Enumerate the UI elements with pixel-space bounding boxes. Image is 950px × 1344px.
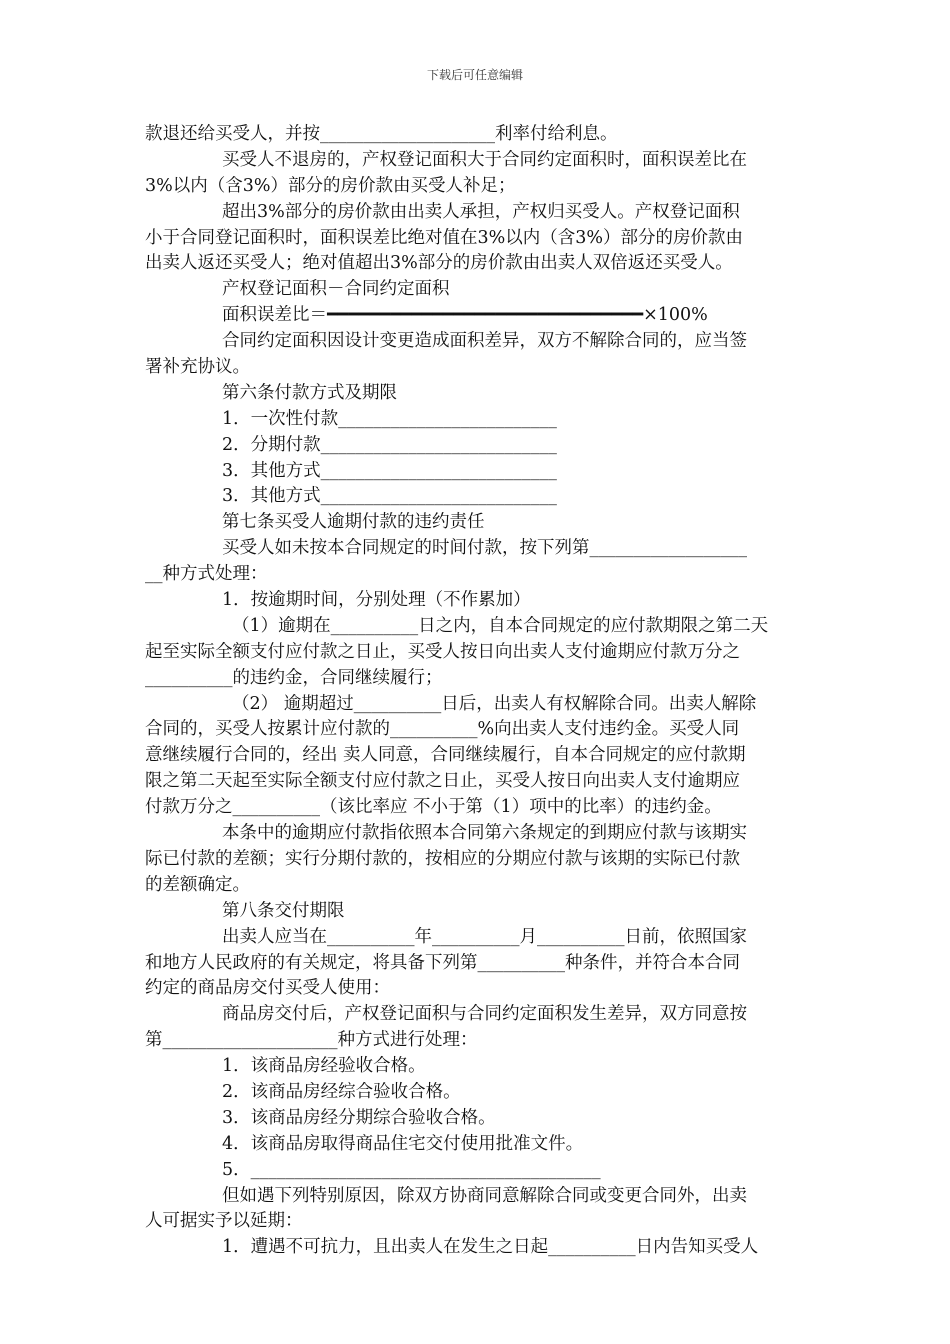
- text-line: 3．其他方式___________________________: [222, 486, 557, 507]
- text-line: 买受人如未按本合同规定的时间付款，按下列第__________________: [222, 538, 747, 559]
- text-line: 出卖人应当在__________年__________月__________日前，依照国家: [222, 926, 747, 947]
- text-line: 款退还给买受人，并按____________________利率付给利息。: [145, 124, 618, 144]
- text-line: 合同约定面积因设计变更造成面积差异，双方不解除合同的，应当签: [222, 331, 747, 352]
- text-line: 际已付款的差额；实行分期付款的，按相应的分期应付款与该期的实际已付款: [145, 848, 740, 869]
- text-line: 5．________________________________________: [222, 1159, 601, 1180]
- document-body: [145, 122, 810, 1261]
- text-line: 1．遭遇不可抗力，且出卖人在发生之日起__________日内告知买受人: [222, 1237, 759, 1258]
- text-line: 限之第二天起至实际全额支付应付款之日止，买受人按日向出卖人支付逾期应: [145, 771, 740, 792]
- text-line: 第六条付款方式及期限: [222, 382, 397, 403]
- text-line: 人可据实予以延期：: [145, 1211, 303, 1232]
- text-line: 3．其他方式___________________________: [222, 460, 557, 481]
- text-line: 小于合同登记面积时，面积误差比绝对值在3%以内（含3%）部分的房价款由: [145, 227, 744, 248]
- text-line: 第八条交付期限: [222, 900, 345, 921]
- text-line: 约定的商品房交付买受人使用：: [145, 978, 390, 999]
- text-line: 商品房交付后，产权登记面积与合同约定面积发生差异，双方同意按: [222, 1004, 747, 1025]
- text-line: 的差额确定。: [145, 874, 250, 895]
- text-line: 第____________________种方式进行处理：: [145, 1030, 478, 1051]
- text-line: 1．一次性付款_________________________: [222, 408, 557, 429]
- text-line: __________的违约金，合同继续履行；: [145, 667, 443, 688]
- text-line: 本条中的逾期应付款指依照本合同第六条规定的到期应付款与该期实: [222, 823, 747, 844]
- text-line: 1．该商品房经验收合格。: [222, 1056, 426, 1077]
- text-line: 出卖人返还买受人；绝对值超出3%部分的房价款由出卖人双倍返还买受人。: [145, 253, 733, 274]
- text-line: 但如遇下列特别原因，除双方协商同意解除合同或变更合同外，出卖: [222, 1185, 747, 1206]
- text-line: 意继续履行合同的，经出 卖人同意，合同继续履行，自本合同规定的应付款期: [145, 745, 746, 766]
- text-line: 合同的，买受人按累计应付款的__________%向出卖人支付违约金。买受人同: [145, 719, 740, 740]
- text-line: 2．分期付款___________________________: [222, 434, 557, 455]
- text-line: 第七条买受人逾期付款的违约责任: [222, 512, 485, 533]
- text-line: 1．按逾期时间，分别处理（不作累加）: [222, 590, 531, 611]
- text-line: __种方式处理：: [145, 564, 268, 585]
- page-header: 下载后可任意编辑: [426, 68, 523, 82]
- text-line: 署补充协议。: [145, 357, 250, 378]
- text-line: 超出3%部分的房价款由出卖人承担，产权归买受人。产权登记面积: [222, 201, 740, 222]
- text-line: 3%以内（含3%）部分的房价款由买受人补足；: [145, 175, 516, 196]
- text-line: 产权登记面积－合同约定面积: [222, 279, 450, 300]
- text-line: 付款万分之__________（该比率应 不小于第（1）项中的比率）的违约金。: [145, 797, 722, 818]
- text-line: 面积误差比＝━━━━━━━━━━━━━━━━━━━━━━━━━━━━━━×100%: [222, 305, 708, 326]
- text-line: 4．该商品房取得商品住宅交付使用批准文件。: [222, 1133, 584, 1154]
- text-line: 起至实际全额支付应付款之日止，买受人按日向出卖人支付逾期应付款万分之: [145, 641, 740, 662]
- text-line: 2．该商品房经综合验收合格。: [222, 1081, 461, 1102]
- text-line: 3．该商品房经分期综合验收合格。: [222, 1107, 496, 1128]
- text-line: （2） 逾期超过__________日后，出卖人有权解除合同。出卖人解除: [232, 693, 757, 714]
- text-line: 买受人不退房的，产权登记面积大于合同约定面积时，面积误差比在: [222, 149, 747, 170]
- text-line: 和地方人民政府的有关规定，将具备下列第__________种条件，并符合本合同: [145, 952, 740, 973]
- text-line: （1）逾期在__________日之内，自本合同规定的应付款期限之第二天: [232, 615, 769, 636]
